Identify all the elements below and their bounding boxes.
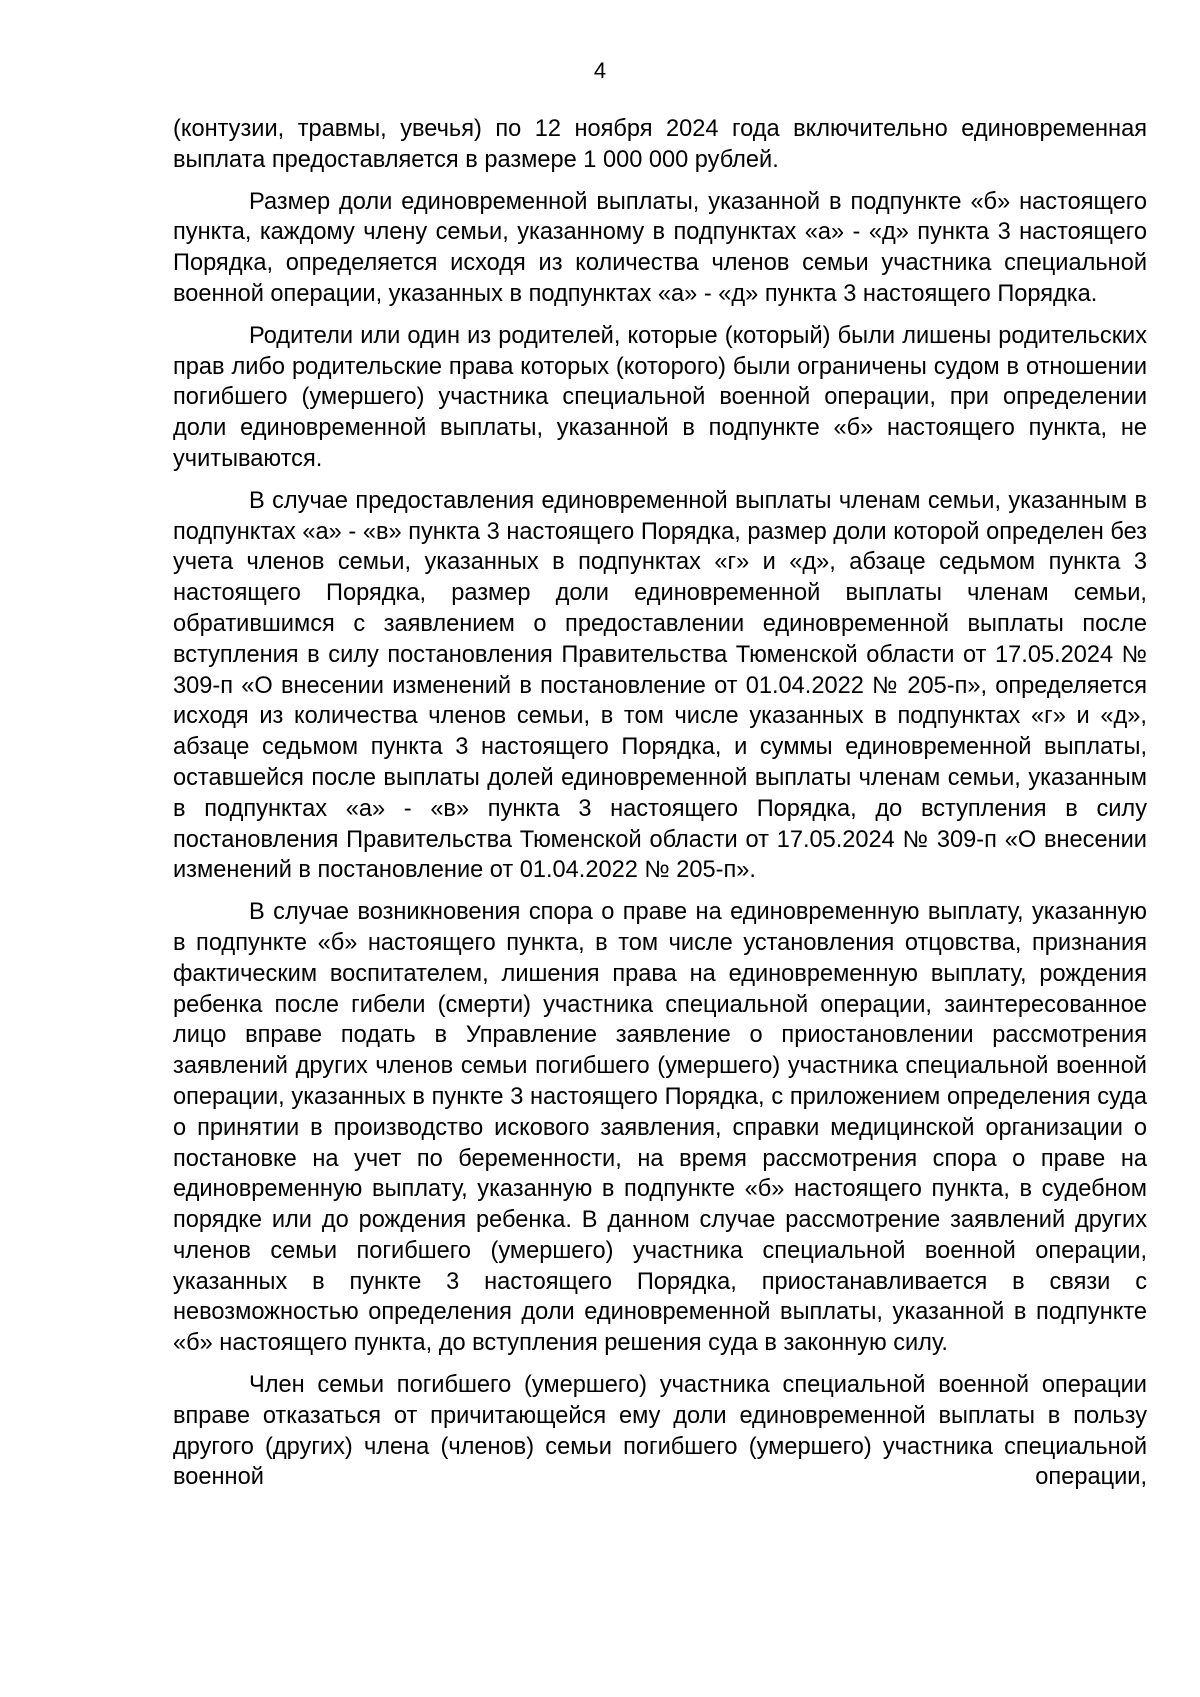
paragraph-waiver: Член семьи погибшего (умершего) участника специальной военной операции вправе отказаться от причитающейся ему доли единовременной выплаты в пользу другого (других) члена (членов) семьи погибшего (умершего) участника специальной военной операции, bbox=[173, 1372, 1147, 1491]
document-body bbox=[173, 114, 1147, 1493]
paragraph-continuation: (контузии, травмы, увечья) по 12 ноября 2024 года включительно единовременная выплата предоставляется в размере 1 000 000 рублей. bbox=[173, 116, 1147, 173]
paragraph-parents-excluded: Родители или один из родителей, которые (который) были лишены родительских прав либо родительские права которых (которого) были ограничены судом в отношении погибшего (умершего) участника специальной военной операции, при определении доли единовременной выплаты, указанной в подпункте «б» настоящего пункта, не учитываются. bbox=[173, 322, 1147, 472]
paragraph-share-size: Размер доли единовременной выплаты, указанной в подпункте «б» настоящего пункта, каждому члену семьи, указанному в подпунктах «а» - «д» пункта 3 настоящего Порядка, определяется исходя из количества членов семьи участника специальной военной операции, указанных в подпунктах «а» - «д» пункта 3 настоящего Порядка. bbox=[173, 188, 1147, 307]
paragraph-dispute: В случае возникновения спора о праве на единовременную выплату, указанную в подпункте «б» настоящего пункта, в том числе установления отцовства, признания фактическим воспитателем, лишения права на единовременную выплату, рождения ребенка после гибели (смерти) участника специальной операции, заинтересованное лицо вправе подать в Управление заявление о приостановлении рассмотрения заявлений других членов семьи погибшего (умершего) участника специальной военной операции, указанных в пункте 3 настоящего Порядка, с приложением определения суда о принятии в производство искового заявления, справки медицинской организации о постановке на учет по беременности, на время рассмотрения спора о праве на единовременную выплату, указанную в подпункте «б» настоящего пункта, в судебном порядке или до рождения ребенка. В данном случае рассмотрение заявлений других членов семьи погибшего (умершего) участника специальной военной операции, указанных в пункте 3 настоящего Порядка, приостанавливается в связи с невозможностью определения доли единовременной выплаты, указанной в подпункте «б» настоящего пункта, до вступления решения суда в законную силу. bbox=[173, 899, 1147, 1357]
page-number: 4 bbox=[593, 58, 607, 83]
paragraph-recalculation: В случае предоставления единовременной выплаты членам семьи, указанным в подпунктах «а» - «в» пункта 3 настоящего Порядка, размер доли которой определен без учета членов семьи, указанных в подпунктах «г» и «д», абзаце седьмом пункта 3 настоящего Порядка, размер доли единовременной выплаты членам семьи, обратившимся с заявлением о предоставлении единовременной выплаты после вступления в силу постановления Правительства Тюменской области от 17.05.2024 № 309-п «О внесении изменений в постановление от 01.04.2022 № 205-п», определяется исходя из количества членов семьи, в том числе указанных в подпунктах «г» и «д», абзаце седьмом пункта 3 настоящего Порядка, и суммы единовременной выплаты, оставшейся после выплаты долей единовременной выплаты членам семьи, указанным в подпунктах «а» - «в» пункта 3 настоящего Порядка, до вступления в силу постановления Правительства Тюменской области от 17.05.2024 № 309-п «О внесении изменений в постановление от 01.04.2022 № 205-п». bbox=[173, 487, 1147, 884]
